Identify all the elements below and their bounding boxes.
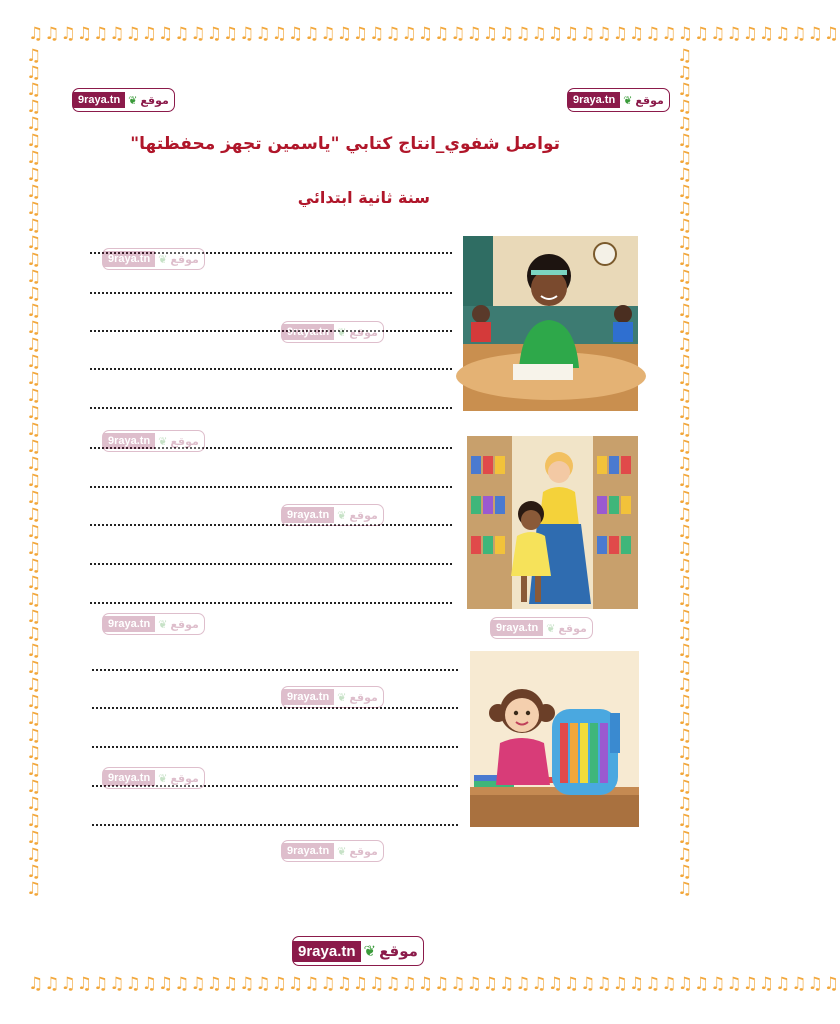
library-teacher-girl-illustration bbox=[467, 436, 638, 609]
tree-icon: ❦ bbox=[363, 942, 377, 960]
logo-arabic-text: موقع bbox=[349, 508, 378, 522]
writing-line[interactable] bbox=[90, 330, 452, 332]
site-logo-right bbox=[567, 88, 670, 112]
writing-line[interactable] bbox=[90, 407, 452, 409]
logo-latin-text: 9raya.tn bbox=[282, 843, 334, 859]
tree-icon: ❦ bbox=[546, 621, 556, 635]
logo-latin-text: 9raya.tn bbox=[73, 92, 125, 108]
writing-line[interactable] bbox=[90, 292, 452, 294]
logo-arabic-text: موقع bbox=[170, 434, 199, 448]
girl-backpack-illustration bbox=[470, 651, 639, 827]
logo-latin-text: 9raya.tn bbox=[282, 324, 334, 340]
music-note-border-bottom: ♫♫♫♫♫♫♫♫♫♫♫♫♫♫♫♫♫♫♫♫♫♫♫♫♫♫♫♫♫♫♫♫♫♫♫♫♫♫♫♫♫♫♫♫♫♫♫♫♫♫ bbox=[28, 974, 840, 994]
logo-arabic-text: موقع bbox=[349, 325, 378, 339]
logo-latin-text: 9raya.tn bbox=[568, 92, 620, 108]
writing-line[interactable] bbox=[90, 524, 452, 526]
music-note-border-left: ♫♫♫♫♫♫♫♫♫♫♫♫♫♫♫♫♫♫♫♫♫♫♫♫♫♫♫♫♫♫♫♫♫♫♫♫♫♫♫♫♫♫♫♫♫♫♫♫♫♫ bbox=[26, 46, 42, 899]
tree-icon: ❦ bbox=[128, 93, 138, 107]
logo-arabic-text: موقع bbox=[558, 621, 587, 635]
watermark-logo bbox=[281, 686, 384, 708]
watermark-logo bbox=[281, 504, 384, 526]
logo-latin-text: 9raya.tn bbox=[282, 689, 334, 705]
logo-arabic-text: موقع bbox=[170, 617, 199, 631]
worksheet-title: تواصل شفوي_انتاج كتابي "ياسمين تجهز محفظتها" bbox=[130, 134, 560, 154]
tree-icon: ❦ bbox=[623, 93, 633, 107]
music-note-border-top: ♫♫♫♫♫♫♫♫♫♫♫♫♫♫♫♫♫♫♫♫♫♫♫♫♫♫♫♫♫♫♫♫♫♫♫♫♫♫♫♫♫♫♫♫♫♫♫♫♫♫ bbox=[28, 24, 840, 44]
tree-icon: ❦ bbox=[158, 617, 168, 631]
tree-icon: ❦ bbox=[337, 325, 347, 339]
site-logo-left bbox=[72, 88, 175, 112]
writing-line[interactable] bbox=[92, 707, 458, 709]
writing-line[interactable] bbox=[92, 669, 458, 671]
logo-arabic-text: موقع bbox=[349, 690, 378, 704]
writing-line[interactable] bbox=[90, 602, 452, 604]
tree-icon: ❦ bbox=[158, 434, 168, 448]
tree-icon: ❦ bbox=[337, 690, 347, 704]
logo-arabic-text: موقع bbox=[635, 93, 664, 107]
grade-subtitle: سنة ثانية ابتدائي bbox=[297, 188, 430, 207]
logo-latin-text: 9raya.tn bbox=[491, 620, 543, 636]
site-logo-bottom[interactable] bbox=[292, 936, 424, 966]
writing-line[interactable] bbox=[92, 746, 458, 748]
logo-arabic-text: موقع bbox=[379, 942, 418, 960]
tree-icon: ❦ bbox=[337, 508, 347, 522]
logo-arabic-text: موقع bbox=[170, 771, 199, 785]
logo-latin-text: 9raya.tn bbox=[293, 941, 361, 962]
logo-arabic-text: موقع bbox=[170, 252, 199, 266]
tree-icon: ❦ bbox=[158, 252, 168, 266]
watermark-logo bbox=[490, 617, 593, 639]
logo-latin-text: 9raya.tn bbox=[103, 251, 155, 267]
watermark-logo bbox=[102, 767, 205, 789]
watermark-logo bbox=[102, 430, 205, 452]
writing-line[interactable] bbox=[90, 368, 452, 370]
watermark-logo bbox=[281, 840, 384, 862]
logo-arabic-text: موقع bbox=[349, 844, 378, 858]
logo-latin-text: 9raya.tn bbox=[103, 770, 155, 786]
watermark-logo bbox=[102, 613, 205, 635]
writing-line[interactable] bbox=[90, 486, 452, 488]
tree-icon: ❦ bbox=[337, 844, 347, 858]
writing-line[interactable] bbox=[92, 824, 458, 826]
logo-latin-text: 9raya.tn bbox=[103, 616, 155, 632]
tree-icon: ❦ bbox=[158, 771, 168, 785]
watermark-logo bbox=[281, 321, 384, 343]
writing-line[interactable] bbox=[90, 563, 452, 565]
music-note-border-right: ♫♫♫♫♫♫♫♫♫♫♫♫♫♫♫♫♫♫♫♫♫♫♫♫♫♫♫♫♫♫♫♫♫♫♫♫♫♫♫♫♫♫♫♫♫♫♫♫♫♫ bbox=[677, 46, 693, 899]
logo-latin-text: 9raya.tn bbox=[282, 507, 334, 523]
classroom-girl-illustration bbox=[463, 236, 638, 411]
logo-arabic-text: موقع bbox=[140, 93, 169, 107]
logo-latin-text: 9raya.tn bbox=[103, 433, 155, 449]
watermark-logo bbox=[102, 248, 205, 270]
